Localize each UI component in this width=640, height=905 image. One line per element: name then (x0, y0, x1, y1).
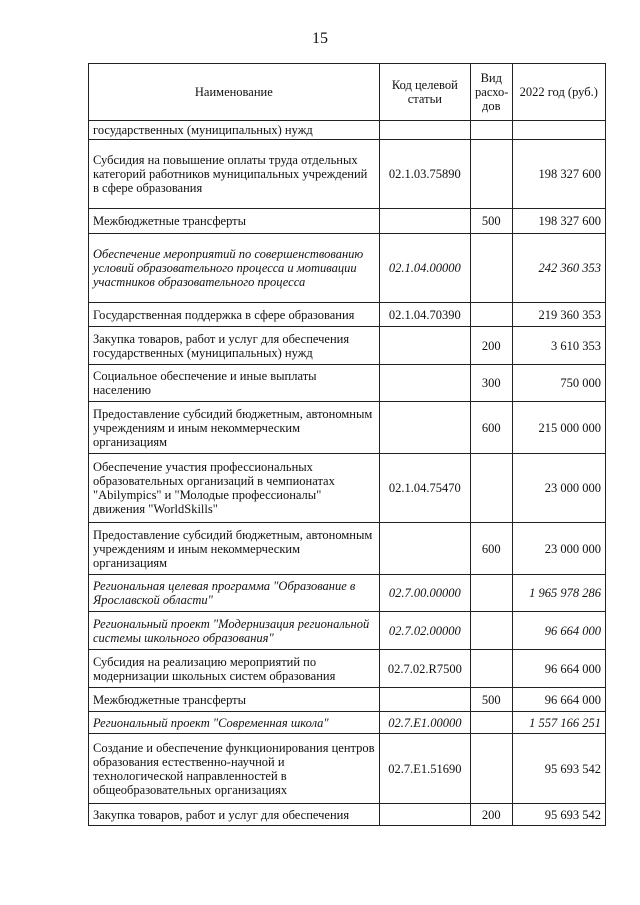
cell-vid: 600 (471, 402, 513, 454)
cell-name: Государственная поддержка в сфере образования (89, 303, 380, 327)
cell-vid (471, 575, 513, 612)
cell-code (379, 121, 470, 140)
header-code: Код целевой статьи (379, 64, 470, 121)
cell-vid (471, 712, 513, 734)
table-row (89, 454, 606, 523)
cell-vid (471, 612, 513, 650)
cell-sum: 96 664 000 (512, 688, 605, 712)
cell-vid: 500 (471, 688, 513, 712)
cell-sum (512, 121, 605, 140)
cell-vid: 300 (471, 365, 513, 402)
cell-vid: 500 (471, 209, 513, 234)
table-row (89, 804, 606, 826)
cell-code (379, 804, 470, 826)
cell-vid (471, 303, 513, 327)
cell-vid: 600 (471, 523, 513, 575)
cell-vid (471, 454, 513, 523)
cell-name: Региональная целевая программа "Образование в Ярославской области" (89, 575, 380, 612)
table-row (89, 612, 606, 650)
cell-code (379, 327, 470, 365)
cell-vid (471, 234, 513, 303)
cell-sum: 95 693 542 (512, 804, 605, 826)
table-row (89, 650, 606, 688)
cell-code: 02.1.04.75470 (379, 454, 470, 523)
cell-code (379, 365, 470, 402)
cell-name: Социальное обеспечение и иные выплаты населению (89, 365, 380, 402)
header-name: Наименование (89, 64, 380, 121)
cell-sum: 198 327 600 (512, 140, 605, 209)
cell-name: Закупка товаров, работ и услуг для обеспечения (89, 804, 380, 826)
cell-sum: 23 000 000 (512, 523, 605, 575)
cell-name: Межбюджетные трансферты (89, 688, 380, 712)
cell-name: Обеспечение мероприятий по совершенствованию условий образовательного процесса и мотивации участников образовательного процесса (89, 234, 380, 303)
cell-name: Создание и обеспечение функционирования центров образования естественно-научной и технологической направленностей в общеобразовательных организациях (89, 734, 380, 804)
cell-code: 02.7.02.00000 (379, 612, 470, 650)
cell-sum: 95 693 542 (512, 734, 605, 804)
cell-sum: 750 000 (512, 365, 605, 402)
cell-code: 02.7.02.R7500 (379, 650, 470, 688)
cell-name: Обеспечение участия профессиональных образовательных организаций в чемпионатах "Abilympics" и "Молодые профессионалы" движения "WorldSkills" (89, 454, 380, 523)
cell-code: 02.1.04.70390 (379, 303, 470, 327)
cell-sum: 242 360 353 (512, 234, 605, 303)
cell-code (379, 209, 470, 234)
cell-name: Региональный проект "Современная школа" (89, 712, 380, 734)
table-row (89, 303, 606, 327)
cell-code: 02.1.04.00000 (379, 234, 470, 303)
table-row (89, 734, 606, 804)
header-vid: Вид расхо-дов (471, 64, 513, 121)
table-row (89, 140, 606, 209)
cell-code (379, 688, 470, 712)
cell-name: Предоставление субсидий бюджетным, автономным учреждениям и иным некоммерческим организациям (89, 523, 380, 575)
table-row (89, 712, 606, 734)
cell-code (379, 402, 470, 454)
cell-vid (471, 140, 513, 209)
header-sum: 2022 год (руб.) (512, 64, 605, 121)
table-row (89, 209, 606, 234)
cell-vid (471, 650, 513, 688)
cell-name: Субсидия на повышение оплаты труда отдельных категорий работников муниципальных учреждений в сфере образования (89, 140, 380, 209)
cell-sum: 23 000 000 (512, 454, 605, 523)
cell-name: Межбюджетные трансферты (89, 209, 380, 234)
cell-code: 02.1.03.75890 (379, 140, 470, 209)
table-row (89, 523, 606, 575)
cell-sum: 1 557 166 251 (512, 712, 605, 734)
cell-name: Закупка товаров, работ и услуг для обеспечения государственных (муниципальных) нужд (89, 327, 380, 365)
page-number: 15 (312, 30, 328, 47)
table-row (89, 121, 606, 140)
table-row (89, 688, 606, 712)
table-row (89, 327, 606, 365)
cell-vid (471, 734, 513, 804)
cell-sum: 215 000 000 (512, 402, 605, 454)
cell-sum: 96 664 000 (512, 612, 605, 650)
cell-sum: 1 965 978 286 (512, 575, 605, 612)
budget-table (88, 63, 606, 826)
table-header-row (89, 64, 606, 121)
cell-vid: 200 (471, 804, 513, 826)
table-row (89, 234, 606, 303)
cell-name: государственных (муниципальных) нужд (89, 121, 380, 140)
cell-name: Региональный проект "Модернизация региональной системы школьного образования" (89, 612, 380, 650)
cell-sum: 198 327 600 (512, 209, 605, 234)
cell-vid (471, 121, 513, 140)
cell-name: Субсидия на реализацию мероприятий по модернизации школьных систем образования (89, 650, 380, 688)
table-row (89, 402, 606, 454)
table-row (89, 575, 606, 612)
cell-code: 02.7.00.00000 (379, 575, 470, 612)
cell-code: 02.7.Е1.51690 (379, 734, 470, 804)
cell-sum: 219 360 353 (512, 303, 605, 327)
cell-vid: 200 (471, 327, 513, 365)
cell-code: 02.7.Е1.00000 (379, 712, 470, 734)
cell-name: Предоставление субсидий бюджетным, автономным учреждениям и иным некоммерческим организациям (89, 402, 380, 454)
cell-code (379, 523, 470, 575)
cell-sum: 3 610 353 (512, 327, 605, 365)
cell-sum: 96 664 000 (512, 650, 605, 688)
table-row (89, 365, 606, 402)
